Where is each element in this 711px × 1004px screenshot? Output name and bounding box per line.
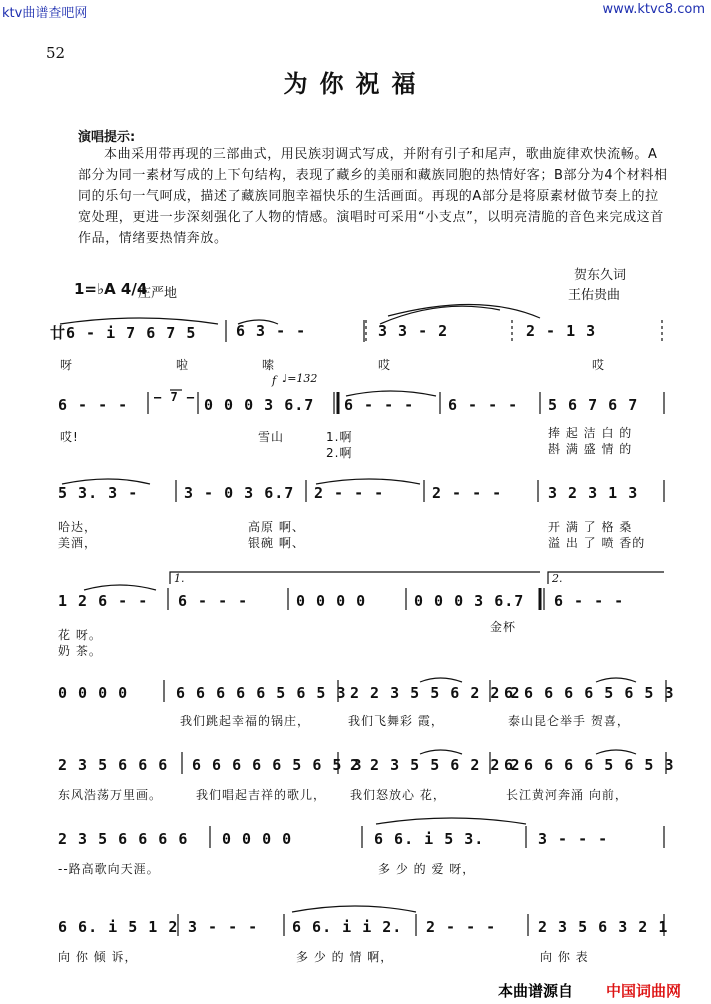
system-8-bar-2: 3 - - -: [188, 918, 259, 936]
system-1-bar-1: 廿6 - i 7 6 7 5: [50, 324, 197, 342]
system-1-lyric: 哎: [378, 358, 392, 372]
system-6-lyric: 我们唱起吉祥的歌儿，: [196, 788, 327, 802]
system-4-bar-3: 0 0 0 0: [296, 592, 367, 610]
system-7-lyric: --路高歌向天涯。: [58, 862, 160, 876]
system-6-lyric: 长江黄河奔涌 向前，: [506, 788, 628, 802]
system-4-bar-5: 6 - - -: [554, 592, 625, 610]
page-number: 52: [46, 44, 66, 62]
system-5-bar-1: 0 0 0 0: [58, 684, 129, 702]
system-4-lyric: 金杯: [490, 620, 517, 634]
system-8-bar-4: 2 - - -: [426, 918, 497, 936]
song-title: 为你祝福: [283, 70, 428, 98]
singing-hint-text: 本曲采用带再现的三部曲式，用民族羽调式写成，并附有引子和尾声，歌曲旋律欢快流畅。A部分为同一素材写成的上下句结构，表现了藏乡的美丽和藏族同胞的热情好客；B部分为4个材料相同的乐句一气呵成，描述了藏族同胞幸福快乐的生活画面。再现的A部分是将原素材做节奏上的拉宽处理，更进一步深刻强化了人物的情感。演唱时可采用“小支点”，以明亮清脆的音色来完成这首作品，情绪要热情奔放。: [78, 147, 668, 246]
system-8-bar-5: 2 3 5 6 3 2 1: [538, 918, 669, 936]
system-2-bar-1: 6 - - -: [58, 396, 129, 414]
system-8-lyric: 向 你 表: [540, 950, 589, 964]
system-2-lyric: 1.啊: [326, 430, 353, 444]
system-6-bar-2: 6 6 6 6 6 5 6 5 3: [192, 756, 363, 774]
lyricist-credit: 贺东久词: [574, 268, 627, 283]
system-5-lyric: 泰山昆仑举手 贺喜，: [508, 714, 630, 728]
system-2-lyric: 捧 起 洁 白 的: [548, 426, 633, 440]
system-4-lyric-2: 奶 茶。: [58, 644, 102, 658]
watermark-right: www.ktvc8.com: [602, 2, 705, 17]
system-3-bar-5: 3 2 3 1 3: [548, 484, 639, 502]
system-3-lyric: 开 满 了 格 桑: [548, 520, 633, 534]
system-5-lyric: 我们飞舞彩 霞，: [348, 714, 444, 728]
system-2-lyric-2: 斟 满 盛 情 的: [548, 442, 633, 456]
system-3-bar-2: 3 - 0 3 6.7: [184, 484, 295, 502]
system-2-bar-3: 6 - - -: [344, 396, 415, 414]
watermark-left: ktv曲谱查吧网: [2, 6, 88, 21]
system-6-bar-1: 2 3 5 6 6 6: [58, 756, 169, 774]
system-2-bar-2: 0 0 0 3 6.7: [204, 396, 315, 414]
system-8-bar-3: 6 6. i i 2.: [292, 918, 403, 936]
system-2-rest: — 7 —: [154, 390, 196, 404]
system-4-lyric: 花 呀。: [58, 628, 102, 642]
system-5-bar-2: 6 6 6 6 6 5 6 5 3: [176, 684, 347, 702]
dynamic-mark: f: [272, 374, 277, 387]
system-7-lyric: 多 少 的 爱 呀，: [378, 862, 476, 876]
system-5-bar-4: 6 6 6 6 6 5 6 5 3: [504, 684, 675, 702]
system-4-bar-2: 6 - - -: [178, 592, 249, 610]
system-8-lyric: 向 你 倾 诉，: [58, 950, 138, 964]
system-7-bar-2: 0 0 0 0: [222, 830, 293, 848]
system-1-lyric: 呀: [60, 358, 74, 372]
system-3-lyric-2: 溢 出 了 喷 香的: [548, 536, 646, 550]
system-6-lyric: 东风浩荡万里画。: [58, 788, 163, 802]
system-2-bar-5: 5 6 7 6 7: [548, 396, 639, 414]
system-6-bar-4: 6 6 6 6 6 5 6 5 3: [504, 756, 675, 774]
system-1-lyric: 嗦: [262, 358, 276, 372]
volta-1: 1.: [174, 572, 185, 585]
system-8-bar-1: 6 6. i 5 1 2: [58, 918, 179, 936]
system-3-bar-4: 2 - - -: [432, 484, 503, 502]
system-2-lyric: 哎!: [60, 430, 79, 444]
key-signature: 1=♭A 4/4: [74, 280, 148, 298]
metronome-mark: ♩=132: [282, 372, 318, 385]
system-1-bar-4: 2 - 1 3: [526, 322, 597, 340]
system-7-bar-4: 3 - - -: [538, 830, 609, 848]
footer-source-label: 本曲谱源自: [498, 982, 574, 1000]
system-6-lyric: 我们怒放心 花，: [350, 788, 446, 802]
system-3-lyric-2: 银碗 啊、: [248, 536, 305, 550]
system-3-bar-3: 2 - - -: [314, 484, 385, 502]
system-5-lyric: 我们跳起幸福的锅庄，: [180, 714, 311, 728]
volta-2: 2.: [552, 572, 563, 585]
singing-hint-label: 演唱提示:: [78, 130, 136, 145]
tempo-mark: 庄严地: [138, 286, 178, 301]
system-3-bar-1: 5 3. 3 -: [58, 484, 139, 502]
system-1-bar-2: 6 3 - -: [236, 322, 307, 340]
composer-credit: 王佑贵曲: [568, 288, 621, 303]
system-2-lyric: 雪山: [258, 430, 285, 444]
system-4-bar-4: 0 0 0 3 6.7: [414, 592, 525, 610]
system-7-bar-3: 6 6. i 5 3.: [374, 830, 485, 848]
system-1-bar-3: 3 3 - 2: [378, 322, 449, 340]
system-7-bar-1: 2 3 5 6 6 6 6: [58, 830, 189, 848]
system-2-lyric-2: 2.啊: [326, 446, 353, 460]
system-6-bar-3: 2 2 3 5 5 6 2 2 2: [350, 756, 521, 774]
system-2-bar-4: 6 - - -: [448, 396, 519, 414]
system-3-lyric: 哈达，: [58, 520, 98, 534]
system-3-lyric: 高原 啊、: [248, 520, 305, 534]
system-3-lyric-2: 美酒，: [58, 536, 98, 550]
footer-site-link[interactable]: 中国词曲网: [606, 982, 682, 1000]
system-1-lyric: 啦: [176, 358, 190, 372]
system-4-bar-1: 1 2 6 - -: [58, 592, 149, 610]
system-5-bar-3: 2 2 3 5 5 6 2 2 2: [350, 684, 521, 702]
system-8-lyric: 多 少 的 情 啊，: [296, 950, 394, 964]
system-1-lyric: 哎: [592, 358, 606, 372]
